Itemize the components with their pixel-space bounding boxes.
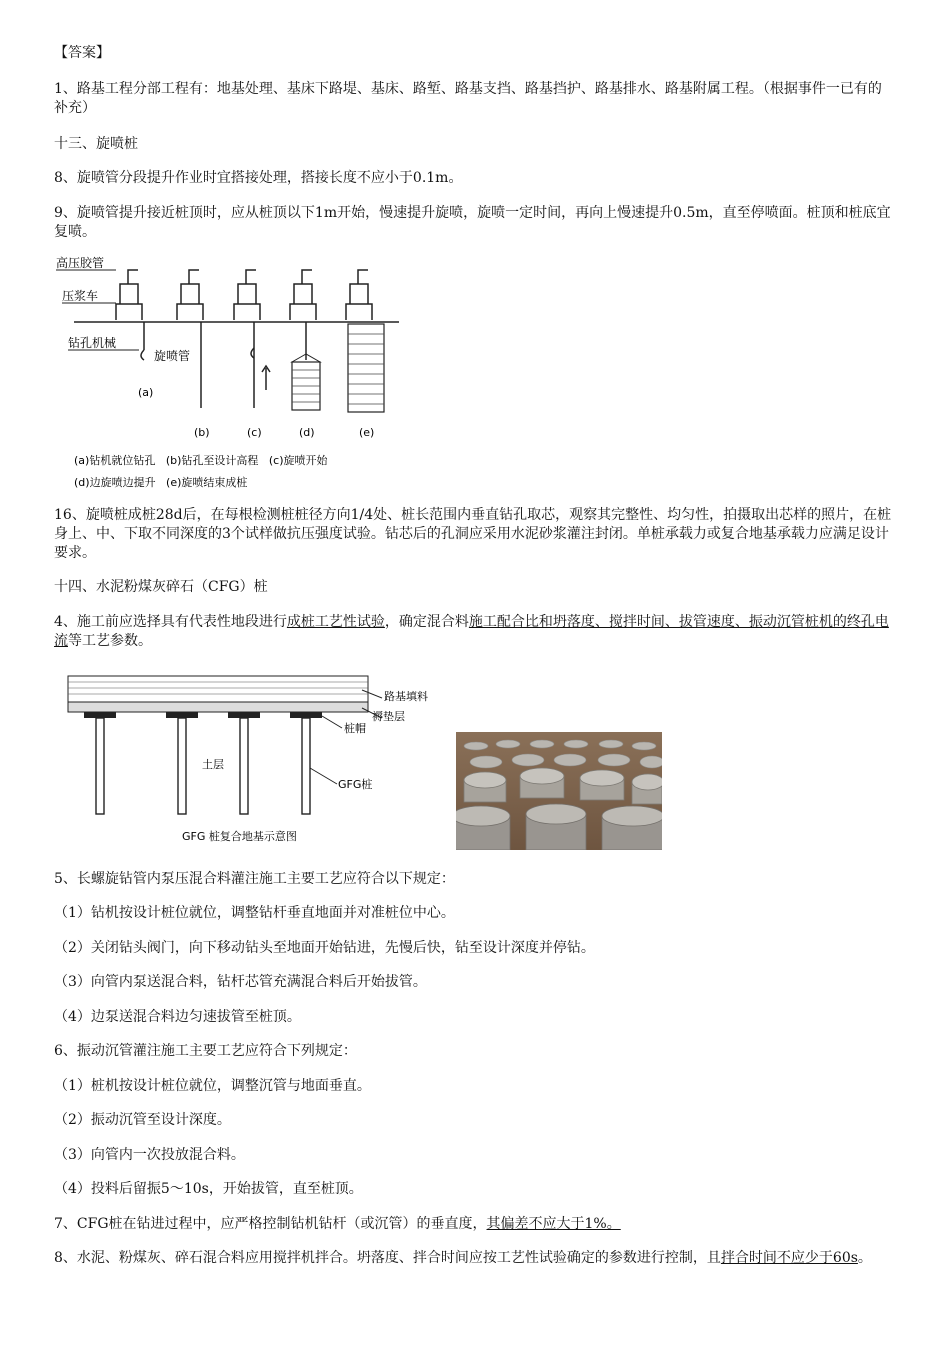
section-13-title: 十三、旋喷桩 (54, 136, 138, 152)
para-14-5-step: （3）向管内泵送混合料，钻杆芯管充满混合料后开始拔管。 (54, 974, 427, 990)
para-14-6-step: （3）向管内一次投放混合料。 (54, 1147, 245, 1163)
para-14-6-step: （2）振动沉管至设计深度。 (54, 1112, 231, 1128)
step-d: (d) (299, 426, 315, 439)
para-14-4-b: ，确定混合料 (384, 614, 469, 630)
label-cap: 桩帽 (344, 722, 366, 735)
para-14-8 (54, 1249, 894, 1268)
para-14-4-u2: 施工配合比和坍落度、搅拌时间、拔管速度、振动沉管桩机的终孔电流 (54, 614, 889, 649)
para-14-6-step: （1）桩机按设计桩位就位，调整沉管与地面垂直。 (54, 1078, 371, 1094)
para-14-4-u1: 成桩工艺性试验 (286, 614, 385, 630)
section-14-title: 十四、水泥粉煤灰碎石（CFG）桩 (54, 579, 268, 595)
para-14-5-step: （4）边泵送混合料边匀速拔管至桩顶。 (54, 1009, 301, 1025)
para-1: 1、路基工程分部工程有：地基处理、基床下路堤、基床、路堑、路基支挡、路基挡护、路基排水、路基附属工程。（根据事件一已有的补充） (54, 81, 882, 116)
step-b: (b) (194, 426, 210, 439)
para-14-8-a: 8、水泥、粉煤灰、碎石混合料应用搅拌机拌合。坍落度、拌合时间应按工艺性试验确定的参数进行控制，且 (54, 1250, 721, 1266)
step-c: (c) (247, 426, 262, 439)
para-13-9: 9、旋喷管提升接近桩顶时，应从桩顶以下1m开始，慢速提升旋喷，旋喷一定时间，再向上慢速提升0.5m，直至停喷面。桩顶和桩底宜复喷。 (54, 205, 891, 240)
label-pipe: 旋喷管 (154, 349, 191, 363)
para-14-4-c: 等工艺参数。 (68, 633, 152, 649)
label-hose: 高压胶管 (56, 256, 105, 270)
jet-grouting-figure (54, 250, 404, 495)
cfg-diagram (62, 668, 442, 848)
cfg-caption: GFG 桩复合地基示意图 (182, 830, 297, 843)
para-14-7 (54, 1215, 894, 1234)
pile-photo (456, 732, 662, 850)
para-14-7-u: 其偏差不应大于1%。 (486, 1216, 621, 1232)
para-14-5-title: 5、长螺旋钻管内泵压混合料灌注施工主要工艺应符合以下规定： (54, 871, 455, 887)
label-fill: 路基填料 (384, 690, 428, 703)
label-pump: 压浆车 (62, 289, 99, 303)
para-13-8: 8、旋喷管分段提升作业时宜搭接处理，搭接长度不应小于0.1m。 (54, 170, 463, 186)
para-14-8-u: 拌合时间不应少于60s (720, 1250, 858, 1266)
para-14-6-step: （4）投料后留振5～10s，开始拔管，直至桩顶。 (54, 1181, 363, 1197)
label-cushion: 褥垫层 (372, 710, 405, 723)
para-14-4 (54, 613, 894, 651)
step-a: (a) (138, 386, 154, 399)
label-drill: 钻孔机械 (68, 336, 117, 350)
caption-line-1: (a)钻机就位钻孔 (b)钻孔至设计高程 (c)旋喷开始 (74, 454, 328, 467)
para-14-5-step: （1）钻机按设计桩位就位，调整钻杆垂直地面并对准桩位中心。 (54, 905, 455, 921)
step-e: (e) (359, 426, 375, 439)
label-soil: 土层 (202, 758, 224, 771)
answer-header: 【答案】 (54, 45, 110, 61)
para-14-6-title: 6、振动沉管灌注施工主要工艺应符合下列规定： (54, 1043, 357, 1059)
para-13-16: 16、旋喷桩成桩28d后，在每根检测桩桩径方向1/4处、桩长范围内垂直钻孔取芯，观察其完整性、均匀性，拍摄取出芯样的照片，在桩身上、中、下取不同深度的3个试样做抗压强度试验。钻芯后的孔洞应采用水泥砂浆灌注封闭。单桩承载力或复合地基承载力应满足设计要求。 (54, 507, 892, 561)
caption-line-2: (d)边旋喷边提升 (e)旋喷结束成桩 (74, 476, 248, 489)
label-pile: GFG桩 (338, 778, 373, 791)
para-14-5-step: （2）关闭钻头阀门，向下移动钻头至地面开始钻进，先慢后快，钻至设计深度并停钻。 (54, 940, 595, 956)
para-14-7-a: 7、CFG桩在钻进过程中，应严格控制钻机钻杆（或沉管）的垂直度， (54, 1216, 487, 1232)
para-14-4-a: 4、施工前应选择具有代表性地段进行 (54, 614, 287, 630)
para-14-8-b: 。 (857, 1250, 872, 1266)
